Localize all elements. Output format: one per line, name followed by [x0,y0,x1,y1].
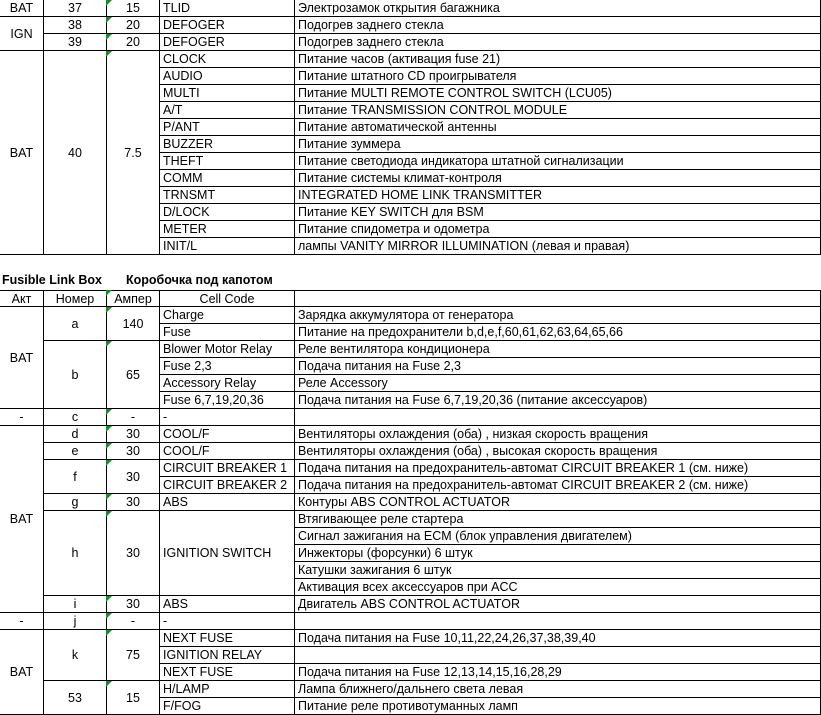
description-cell: Лампа ближнего/дальнего света левая [295,681,821,698]
akt-cell: BAT [0,51,44,255]
description-cell: Подача питания на Fuse 10,11,22,24,26,37,38,39,40 [295,630,821,647]
description-cell: Подача питания на Fuse 6,7,19,20,36 (питание аксессуаров) [295,392,821,409]
description-cell: Вентиляторы охлаждения (оба) , высокая скорость вращения [295,443,821,460]
akt-cell: BAT [0,426,44,613]
description-cell: Подача питания на Fuse 12,13,14,15,16,28,29 [295,664,821,681]
description-cell: Подогрев заднего стекла [295,17,821,34]
column-header-cell-code: Cell Code [160,290,295,307]
description-cell: Активация всех аксессуаров при ACC [295,579,821,596]
akt-cell: - [0,613,44,630]
ampere-cell: 65 [107,341,160,409]
ampere-cell: 15 [107,681,160,715]
number-cell: 53 [44,681,107,715]
ampere-cell: - [107,613,160,630]
cell-note-marker-icon [106,494,112,500]
description-cell: Питание часов (активация fuse 21) [295,51,821,68]
description-cell: Реле Accessory [295,375,821,392]
description-cell: Подогрев заднего стекла [295,34,821,51]
cell-code: COOL/F [160,443,295,460]
ampere-cell: 30 [107,426,160,443]
description-cell [295,613,821,630]
description-cell: Инжекторы (форсунки) 6 штук [295,545,821,562]
cell-code: TLID [160,0,295,17]
cell-note-marker-icon [106,341,112,347]
cell-code: METER [160,221,295,238]
cell-code: ABS [160,494,295,511]
cell-code: P/ANT [160,119,295,136]
cell-note-marker-icon [106,0,112,6]
column-header-ampere: Ампер [107,290,160,307]
number-cell: c [44,409,107,426]
number-cell: 40 [44,51,107,255]
column-header-akt: Акт [0,290,44,307]
cell-code: A/T [160,102,295,119]
column-header-description [295,290,821,307]
number-cell: 38 [44,17,107,34]
cell-code: F/FOG [160,698,295,715]
akt-cell: BAT [0,307,44,409]
description-cell: Питание реле противотуманных ламп [295,698,821,715]
cell-code: Blower Motor Relay [160,341,295,358]
cell-code: Accessory Relay [160,375,295,392]
ampere-cell: 30 [107,596,160,613]
description-cell: INTEGRATED HOME LINK TRANSMITTER [295,187,821,204]
number-cell: b [44,341,107,409]
description-cell: Питание штатного CD проигрывателя [295,68,821,85]
cell-code: - [160,409,295,426]
cell-note-marker-icon [106,460,112,466]
cell-note-marker-icon [106,34,112,40]
ampere-cell: 20 [107,34,160,51]
ampere-cell: 30 [107,443,160,460]
akt-cell: - [0,409,44,426]
description-cell: Питание светодиода индикатора штатной сигнализации [295,153,821,170]
cell-code: ABS [160,596,295,613]
cell-note-marker-icon [106,596,112,602]
description-cell: Контуры ABS CONTROL ACTUATOR [295,494,821,511]
description-cell: Питание автоматической антенны [295,119,821,136]
cell-code: Fuse 2,3 [160,358,295,375]
cell-code: TRNSMT [160,187,295,204]
cell-code: THEFT [160,153,295,170]
description-cell: Питание TRANSMISSION CONTROL MODULE [295,102,821,119]
cell-code: H/LAMP [160,681,295,698]
cell-note-marker-icon [106,409,112,415]
description-cell: Питание зуммера [295,136,821,153]
cell-code: MULTI [160,85,295,102]
cell-code: CIRCUIT BREAKER 2 [160,477,295,494]
section-subtitle: Коробочка под капотом [126,273,273,287]
cell-code: AUDIO [160,68,295,85]
number-cell: i [44,596,107,613]
cell-code: COOL/F [160,426,295,443]
description-cell: Электрозамок открытия багажника [295,0,821,17]
cell-code: IGNITION RELAY [160,647,295,664]
number-cell: a [44,307,107,341]
cell-note-marker-icon [106,290,112,296]
ampere-cell: 75 [107,630,160,681]
cell-code: Fuse 6,7,19,20,36 [160,392,295,409]
ampere-cell: 7.5 [107,51,160,255]
cell-note-marker-icon [106,443,112,449]
number-cell: 39 [44,34,107,51]
description-cell: Питание MULTI REMOTE CONTROL SWITCH (LCU05) [295,85,821,102]
number-cell: f [44,460,107,494]
cell-code: DEFOGER [160,17,295,34]
cell-note-marker-icon [106,51,112,57]
description-cell: Втягивающее реле стартера [295,511,821,528]
description-cell: Питание на предохранители b,d,e,f,60,61,62,63,64,65,66 [295,324,821,341]
cell-code: NEXT FUSE [160,664,295,681]
number-cell: g [44,494,107,511]
description-cell: Двигатель ABS CONTROL ACTUATOR [295,596,821,613]
cell-code: IGNITION SWITCH [160,511,295,596]
akt-cell: IGN [0,17,44,51]
cell-note-marker-icon [106,426,112,432]
cell-code: CIRCUIT BREAKER 1 [160,460,295,477]
ampere-cell: 15 [107,0,160,17]
cell-note-marker-icon [106,17,112,23]
akt-cell: BAT [0,630,44,715]
column-header-number: Номер [44,290,107,307]
number-cell: d [44,426,107,443]
ampere-cell: - [107,409,160,426]
number-cell: j [44,613,107,630]
cell-code: BUZZER [160,136,295,153]
cell-code: COMM [160,170,295,187]
ampere-cell: 30 [107,460,160,494]
cell-note-marker-icon [106,681,112,687]
description-cell: Подача питания на Fuse 2,3 [295,358,821,375]
cell-code: - [160,613,295,630]
description-cell: лампы VANITY MIRROR ILLUMINATION (левая и правая) [295,238,821,255]
number-cell: 37 [44,0,107,17]
cell-note-marker-icon [106,511,112,517]
description-cell: Катушки зажигания 6 штук [295,562,821,579]
number-cell: e [44,443,107,460]
description-cell: Реле вентилятора кондиционера [295,341,821,358]
description-cell: Подача питания на предохранитель-автомат CIRCUIT BREAKER 2 (см. ниже) [295,477,821,494]
description-cell: Питание спидометра и одометра [295,221,821,238]
number-cell: h [44,511,107,596]
ampere-cell: 30 [107,494,160,511]
cell-note-marker-icon [106,630,112,636]
description-cell: Сигнал зажигания на ECM (блок управления двигателем) [295,528,821,545]
cell-code: Fuse [160,324,295,341]
section-title: Fusible Link Box [2,273,103,287]
description-cell: Зарядка аккумулятора от генератора [295,307,821,324]
cell-code: INIT/L [160,238,295,255]
ampere-cell: 20 [107,17,160,34]
cell-code: D/LOCK [160,204,295,221]
cell-code: NEXT FUSE [160,630,295,647]
ampere-cell: 140 [107,307,160,341]
cell-code: CLOCK [160,51,295,68]
number-cell: k [44,630,107,681]
description-cell: Подача питания на предохранитель-автомат CIRCUIT BREAKER 1 (см. ниже) [295,460,821,477]
akt-cell: BAT [0,0,44,17]
description-cell [295,647,821,664]
description-cell: Вентиляторы охлаждения (оба) , низкая скорость вращения [295,426,821,443]
cell-note-marker-icon [106,307,112,313]
description-cell [295,409,821,426]
cell-code: Charge [160,307,295,324]
cell-code: DEFOGER [160,34,295,51]
description-cell: Питание системы климат-контроля [295,170,821,187]
cell-note-marker-icon [106,613,112,619]
description-cell: Питание KEY SWITCH для BSM [295,204,821,221]
ampere-cell: 30 [107,511,160,596]
